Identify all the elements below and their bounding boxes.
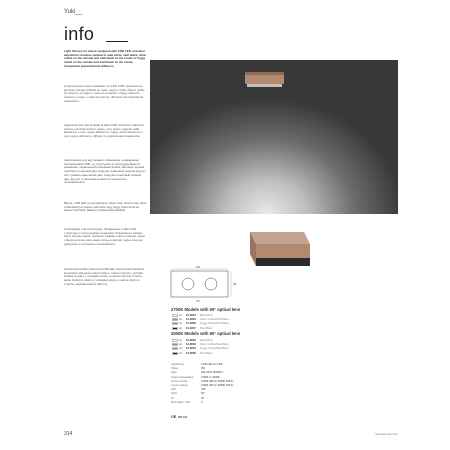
- variant-color: Matt Black: [200, 351, 213, 355]
- variant-code: 10-8663: [186, 343, 196, 347]
- ukca-mark: UK CA: [177, 414, 188, 419]
- spec-key: Dimmable / Triac: [171, 400, 191, 404]
- technical-drawing: [168, 265, 238, 305]
- intro-text: Light fixtures for indoor equipped with COB LED, extruded aluminium structure painted in matt white, matt black, silver coffee on the outside and matt black on the inside or foggy nickel on the outside and matt black on the inside, transparent polycarbonate diffusers.: [64, 49, 147, 68]
- title-underline: [106, 41, 128, 42]
- variant-color: Silver Coffee/Matt Black: [200, 343, 229, 347]
- variant-prefix: art.: [179, 313, 183, 317]
- paragraph-sk: Interiérová svítidla vybavená COB LED, extrudovaná hliníková konstrukce lakovaná matnou bielou, matnou čiernou, na farbe striebornej kávy z vonkajšej strany a matnou čiernou zvnútra alebo hmlistým niklom z vonkajšej strany a matnou čiernou zvnútra, polykarbonátové difúzory.: [64, 267, 144, 286]
- variant-row: [172, 351, 292, 355]
- group-heading-2700k: 2700K Models with 60° optical lens: [171, 307, 241, 312]
- page-number: 314: [64, 431, 73, 437]
- color-swatch: [172, 339, 178, 342]
- group-heading-3000k: 3000K Models with 60° optical lens: [171, 331, 241, 336]
- spec-key: IP: [171, 396, 174, 400]
- website-url: nowodvorski.com: [374, 432, 398, 436]
- spec-value: COB LED 2x 4,5W: [201, 363, 223, 366]
- variant-code: 10-8336: [186, 322, 196, 326]
- page-family-name: Yuki__: [64, 9, 83, 15]
- spec-key: CRI: [171, 388, 176, 392]
- wall-lamp-underside: [247, 84, 282, 87]
- product-top-face: [250, 232, 310, 244]
- variant-row: [172, 326, 292, 330]
- paragraph-hu: Belets, COB LED na stropaloszek, felvet matt, feketa matt, silver coffee(kivül) és fekete matt belül vagy foggy nickel kívül és fekete matt belül, átlátszó polikarbonát búrakkal.: [64, 201, 147, 213]
- variant-prefix: art.: [179, 326, 183, 330]
- spec-value: 9W: [201, 367, 205, 371]
- variant-code: 10-8665: [186, 351, 196, 355]
- ce-mark: CE: [171, 414, 176, 419]
- color-swatch: [172, 343, 178, 346]
- color-swatch: [172, 322, 178, 325]
- variant-prefix: art.: [179, 338, 183, 342]
- variant-color: Silver Coffee/Matt Black: [200, 318, 229, 322]
- variant-color: Foggy Nickel/Matt Black: [200, 322, 229, 326]
- color-swatch: [172, 318, 178, 321]
- product-underside: [256, 258, 310, 266]
- spec-key: Colour temperature: [171, 375, 194, 379]
- variant-list-2700k: [172, 313, 292, 331]
- variant-prefix: art.: [179, 318, 183, 322]
- spec-row: [171, 401, 261, 405]
- variant-code: 10-8662: [186, 338, 196, 342]
- spec-value: >80: [201, 388, 206, 392]
- spec-value: 20: [201, 396, 204, 400]
- spec-key: Power: [171, 367, 179, 371]
- color-swatch: [172, 347, 178, 350]
- drawing-body: [171, 271, 228, 297]
- spec-key: Input: [171, 371, 177, 375]
- variant-code: 10-8337: [186, 326, 196, 330]
- variant-prefix: art.: [179, 322, 183, 326]
- dim-depth-label: 65: [196, 299, 200, 303]
- spec-value: 2700K 300 lm 3000K 400 lm: [201, 383, 234, 387]
- spec-value: 2700K 480 lm 3000K 640 lm: [201, 379, 234, 383]
- paragraph-ru: Светильники для внутреннего освещения, оснащенные светодиодами COB, со структурой из экструдированного алюминия, окрашенной в матовый белый, матовый черный, серебристо-черный цвет снаружи и матовый черный внутри или туманно-никелевый цвет снаружи и матовый черный цвет внутри, и рассеивателями из прозрачного поликарбоната.: [64, 158, 145, 185]
- variant-color: Matt White: [200, 313, 213, 317]
- color-swatch: [172, 314, 178, 317]
- spec-key: Lumen system: [171, 383, 188, 387]
- variant-color: Matt Black: [200, 326, 213, 330]
- variant-color: Foggy Nickel/Matt Black: [200, 347, 229, 351]
- color-swatch: [172, 352, 178, 355]
- variant-code: 10-8664: [186, 347, 196, 351]
- variant-prefix: art.: [179, 347, 183, 351]
- color-swatch: [172, 327, 178, 330]
- variant-prefix: art.: [179, 343, 183, 347]
- wall-lamp-top: [245, 72, 284, 75]
- spec-key: Lumen source: [171, 379, 188, 383]
- spec-value: 2700K or 3000K: [201, 375, 220, 379]
- spec-value: ✗: [201, 400, 204, 404]
- variant-color: Matt White: [200, 338, 213, 342]
- product-photo: [242, 230, 312, 270]
- variant-prefix: art.: [179, 351, 183, 355]
- spec-table: [171, 363, 261, 405]
- variant-list-3000k: [172, 338, 292, 356]
- variant-code: 10-8335: [186, 318, 196, 322]
- variant-code: 10-8334: [186, 313, 196, 317]
- spec-key: Lightsource: [171, 363, 185, 366]
- dim-height-label: 65: [233, 282, 237, 286]
- paragraph-bg: Освітлювачі тіла за інтер'єру, обладнання с LED COB, структура от екструдовани алуминий, боядисани в матово бяло, матово черно, сребрист кафяво отвън и матово черно отвътре или мъгляво никел отвън и матово черно отвътре, дифузори от прозрачен поликарбонат.: [64, 227, 146, 246]
- dim-width-label: 151: [195, 265, 201, 269]
- certification-marks: [171, 414, 187, 419]
- hero-photo: [150, 60, 398, 214]
- spec-key: Optic: [171, 392, 178, 396]
- spec-value: 220-240V 50/60Hz: [201, 371, 223, 375]
- paragraph-es: Corpos pintura interior acaipado con LED COB, estructura de aluminio extruido pintado en mate, negro o mate, blanco coffee (lo exterior), la negro o mate en el interior o foggy nickel (lo exterior) y negro o mate (lo interno), difusores de policarbonat transparent.: [64, 84, 145, 103]
- page-title: info: [64, 24, 95, 44]
- spec-value: 60°: [201, 392, 205, 396]
- paragraph-it: Apparecchi per interni dotati di LED COB, struttura in alluminio estruso verniciato bianco opaco, nero opaco, argento caffè all'esterno e nero opaco all'interno o foggy nickel all'esterno e nero opaco all'interno, diffusori in policarbonato trasparente.: [64, 123, 145, 139]
